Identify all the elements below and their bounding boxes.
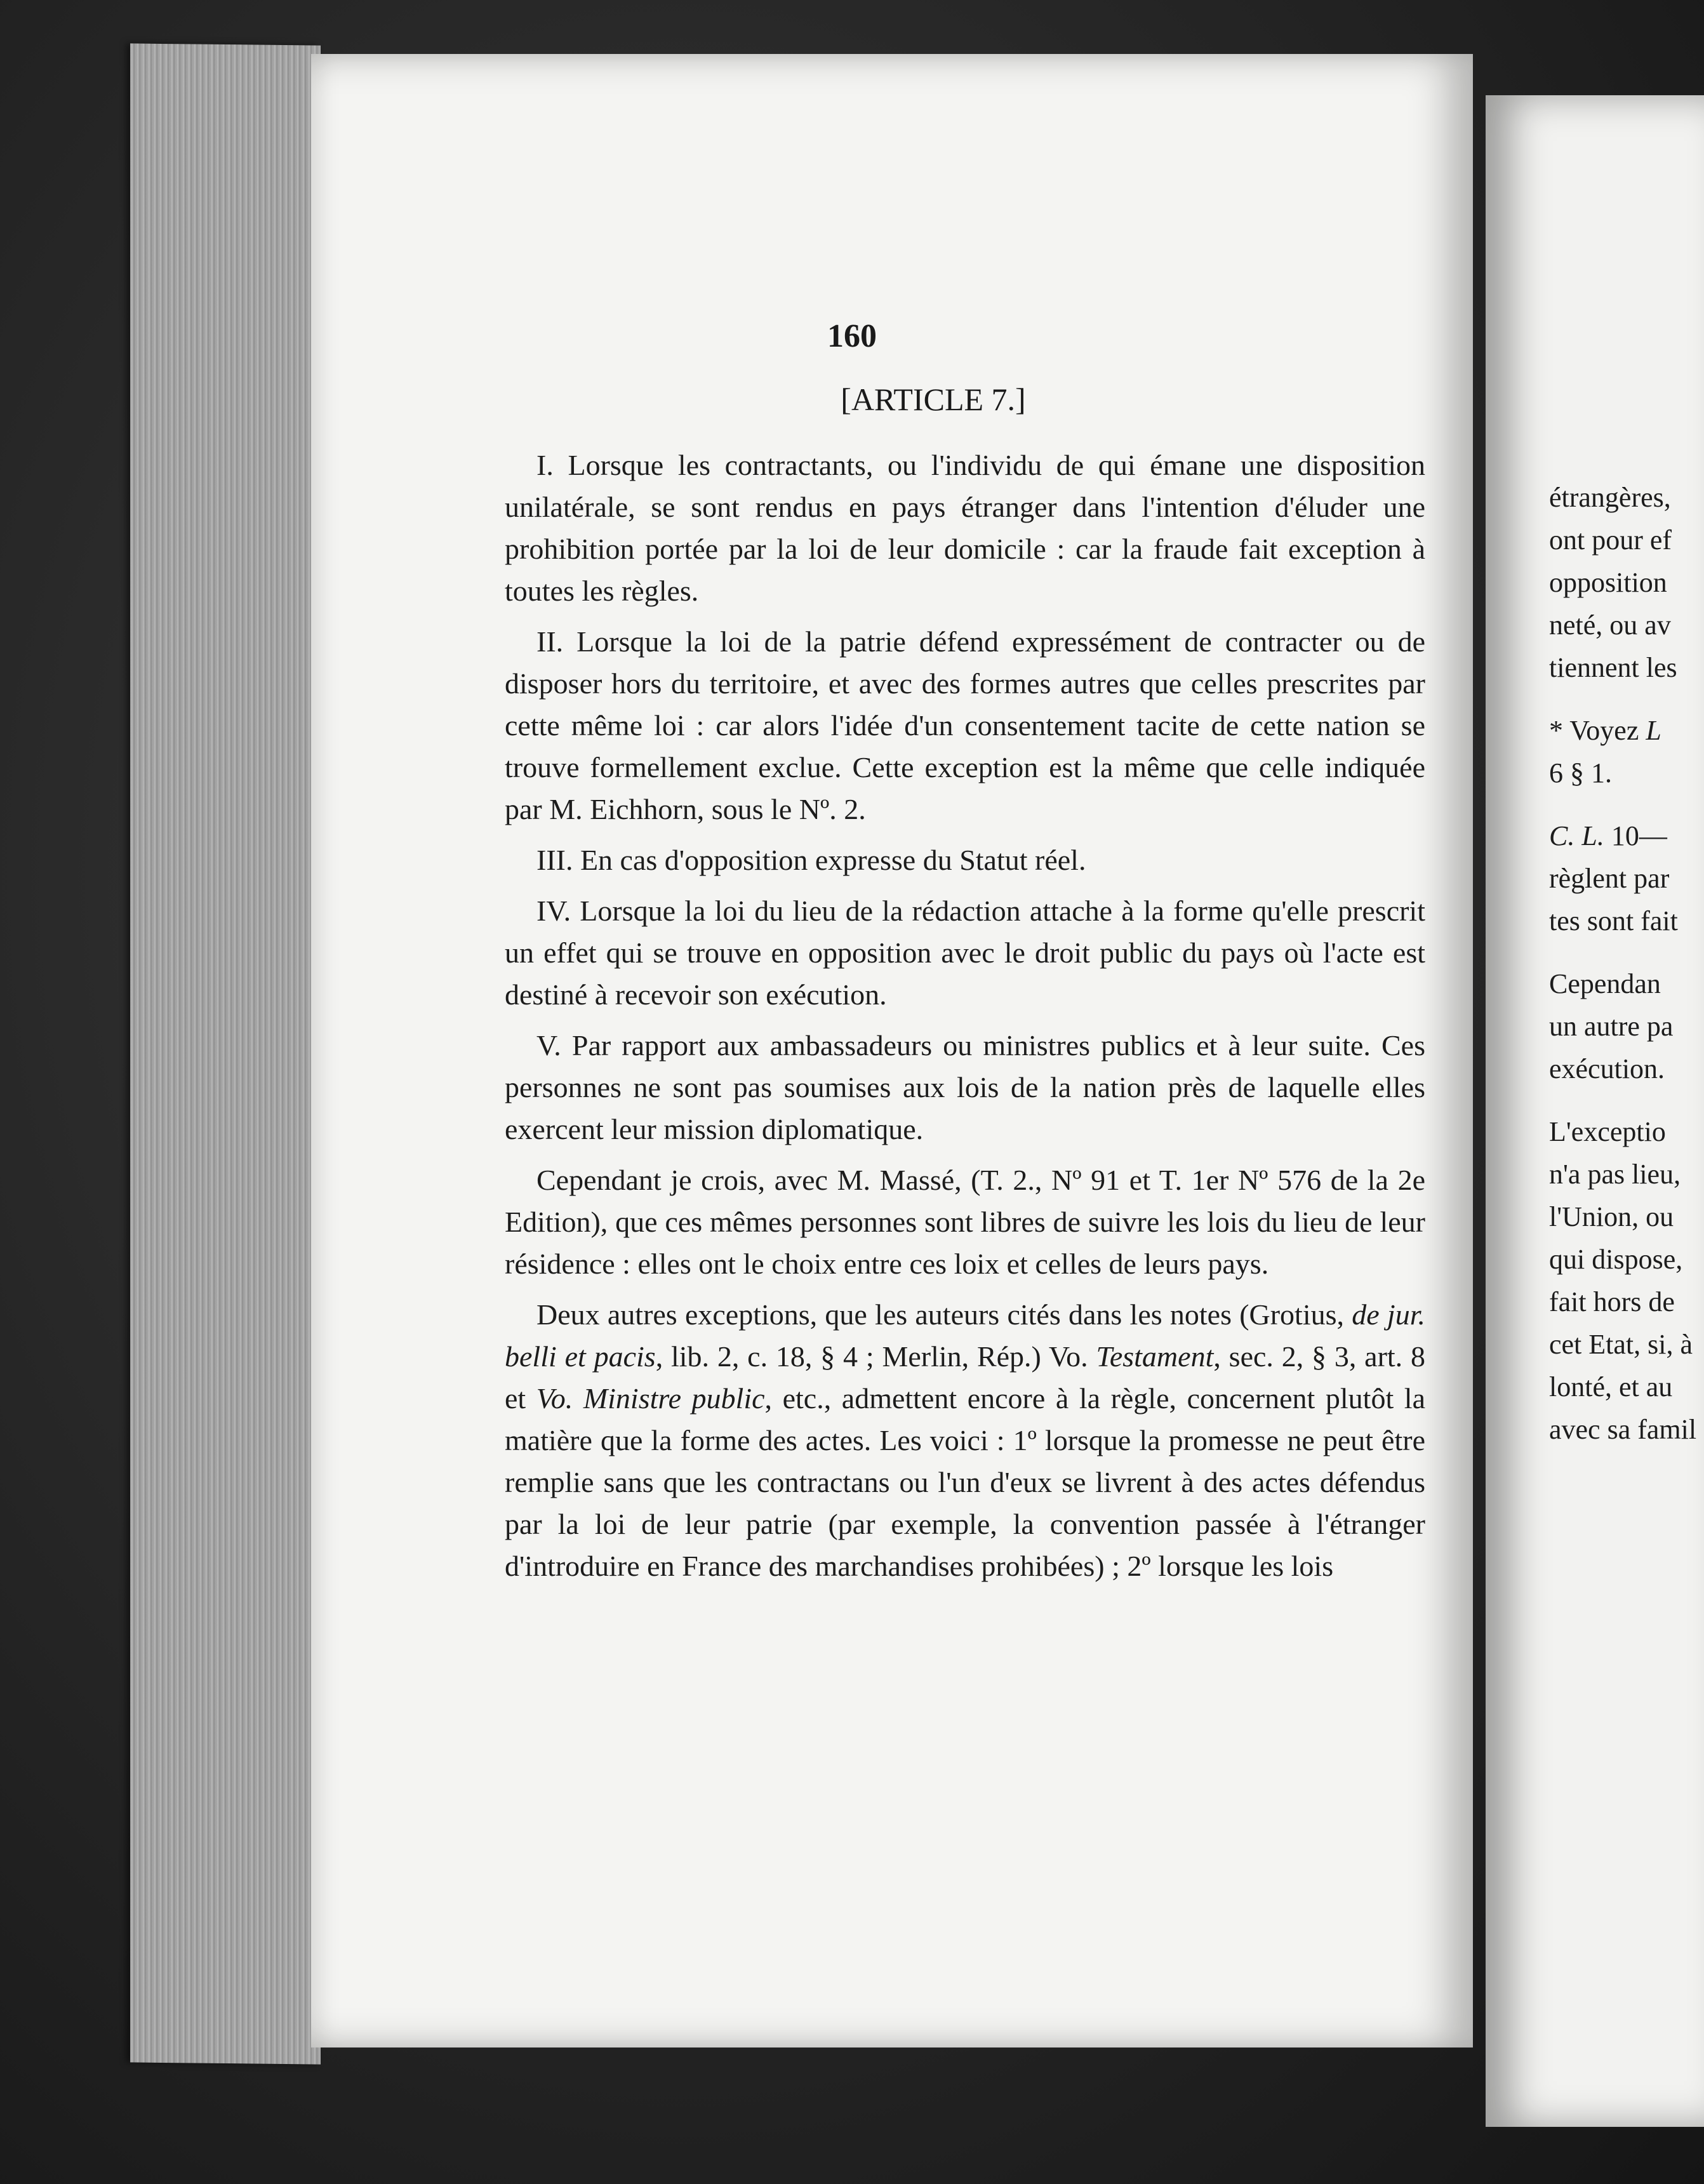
right-line: l'Union, ou (1549, 1201, 1674, 1232)
right-line: étrangères, (1549, 482, 1671, 513)
right-line: 6 § 1. (1549, 757, 1612, 789)
paragraph-7-italic-1: de jur. belli et pacis (505, 1298, 1426, 1373)
right-line: n'a pas lieu, (1549, 1159, 1681, 1190)
paragraph-7-italic-2: Testament (1096, 1340, 1214, 1373)
right-line: avec sa famil (1549, 1414, 1697, 1445)
paragraph-7-part-3: , sec. 2, § 3, art. 8 et (505, 1340, 1425, 1415)
paragraph-7-part-4: , etc., admettent encore à la règle, concernent plutôt la matière que la forme des actes. Les voici : 1º lorsque la promesse ne peut être remplie sans que les contractans ou l'un d'eux se livrent à des actes défendus par la loi de leur patrie (par exemple, la convention passée à l'étranger d'introduire en France des marchandises prohibées) ; 2º lorsque les lois (505, 1382, 1425, 1582)
paragraph-4: IV. Lorsque la loi du lieu de la rédaction attache à la forme qu'elle prescrit un effet qui se trouve en opposition avec le droit public du pays où l'acte est destiné à recevoir son exécution. (505, 895, 1425, 1011)
right-line: règlent par (1549, 863, 1670, 894)
right-line: qui dispose, (1549, 1244, 1683, 1275)
right-line: tes sont fait (1549, 905, 1678, 936)
paragraph-2: II. Lorsque la loi de la patrie défend expressément de contracter ou de disposer hors du territoire, et avec des formes autres que celles prescrites par cette même loi : car alors l'idée d'un consentement tacite de cette nation se trouve formellement exclue. Cette exception est la même que celle indiquée par M. Eichhorn, sous le Nº. 2. (505, 625, 1425, 825)
paragraph-7-part-2: , lib. 2, c. 18, § 4 ; Merlin, Rép.) Vo. (655, 1340, 1096, 1373)
right-line: tiennent les (1549, 652, 1677, 683)
right-line: cet Etat, si, à (1549, 1329, 1693, 1360)
article-heading: [ARTICLE 7.] (841, 382, 1026, 417)
right-note-line (1549, 709, 1704, 752)
right-line: Cependan (1549, 968, 1661, 999)
right-note-italic: L (1646, 715, 1661, 746)
paragraph-7 (505, 1294, 1425, 1587)
paragraph-7-italic-3: Vo. Ministre public (536, 1382, 765, 1415)
paragraph-6: Cependant je crois, avec M. Massé, (T. 2., Nº 91 et T. 1er Nº 576 de la 2e Edition), que ces mêmes personnes sont libres de suivre les lois du lieu de leur résidence : elles ont le choix entre ces loix et celles de leurs pays. (505, 1164, 1425, 1280)
right-line: un autre pa (1549, 1011, 1674, 1042)
right-page (1486, 95, 1704, 2127)
right-cl-line (1549, 815, 1704, 857)
right-page-text (1549, 476, 1704, 1451)
right-cl-italic: C. L. (1549, 820, 1604, 851)
paragraph-7-part-1: Deux autres exceptions, que les auteurs cités dans les notes (Grotius, (536, 1298, 1352, 1331)
page-number: 160 (827, 318, 877, 354)
right-line: L'exceptio (1549, 1116, 1666, 1147)
paragraph-1: I. Lorsque les contractants, ou l'individu de qui émane une disposition unilatérale, se sont rendus en pays étranger dans l'intention d'éluder une prohibition portée par la loi de leur domicile : car la fraude fait exception à toutes les règles. (505, 449, 1425, 607)
right-line: ont pour ef (1549, 524, 1672, 556)
paragraph-5: V. Par rapport aux ambassadeurs ou ministres publics et à leur suite. Ces personnes ne sont pas soumises aux lois de la nation près de laquelle elles exercent leur mission diplomatique. (505, 1029, 1425, 1145)
right-cl-rest: 10— (1604, 820, 1667, 851)
right-line: fait hors de (1549, 1286, 1675, 1317)
right-line: neté, ou av (1549, 609, 1671, 641)
paragraph-3: III. En cas d'opposition expresse du Statut réel. (536, 844, 1086, 876)
main-text (505, 444, 1425, 1596)
right-line: lonté, et au (1549, 1371, 1673, 1402)
right-line: opposition (1549, 567, 1667, 598)
right-note-text: * Voyez (1549, 715, 1646, 746)
right-line: exécution. (1549, 1053, 1665, 1084)
